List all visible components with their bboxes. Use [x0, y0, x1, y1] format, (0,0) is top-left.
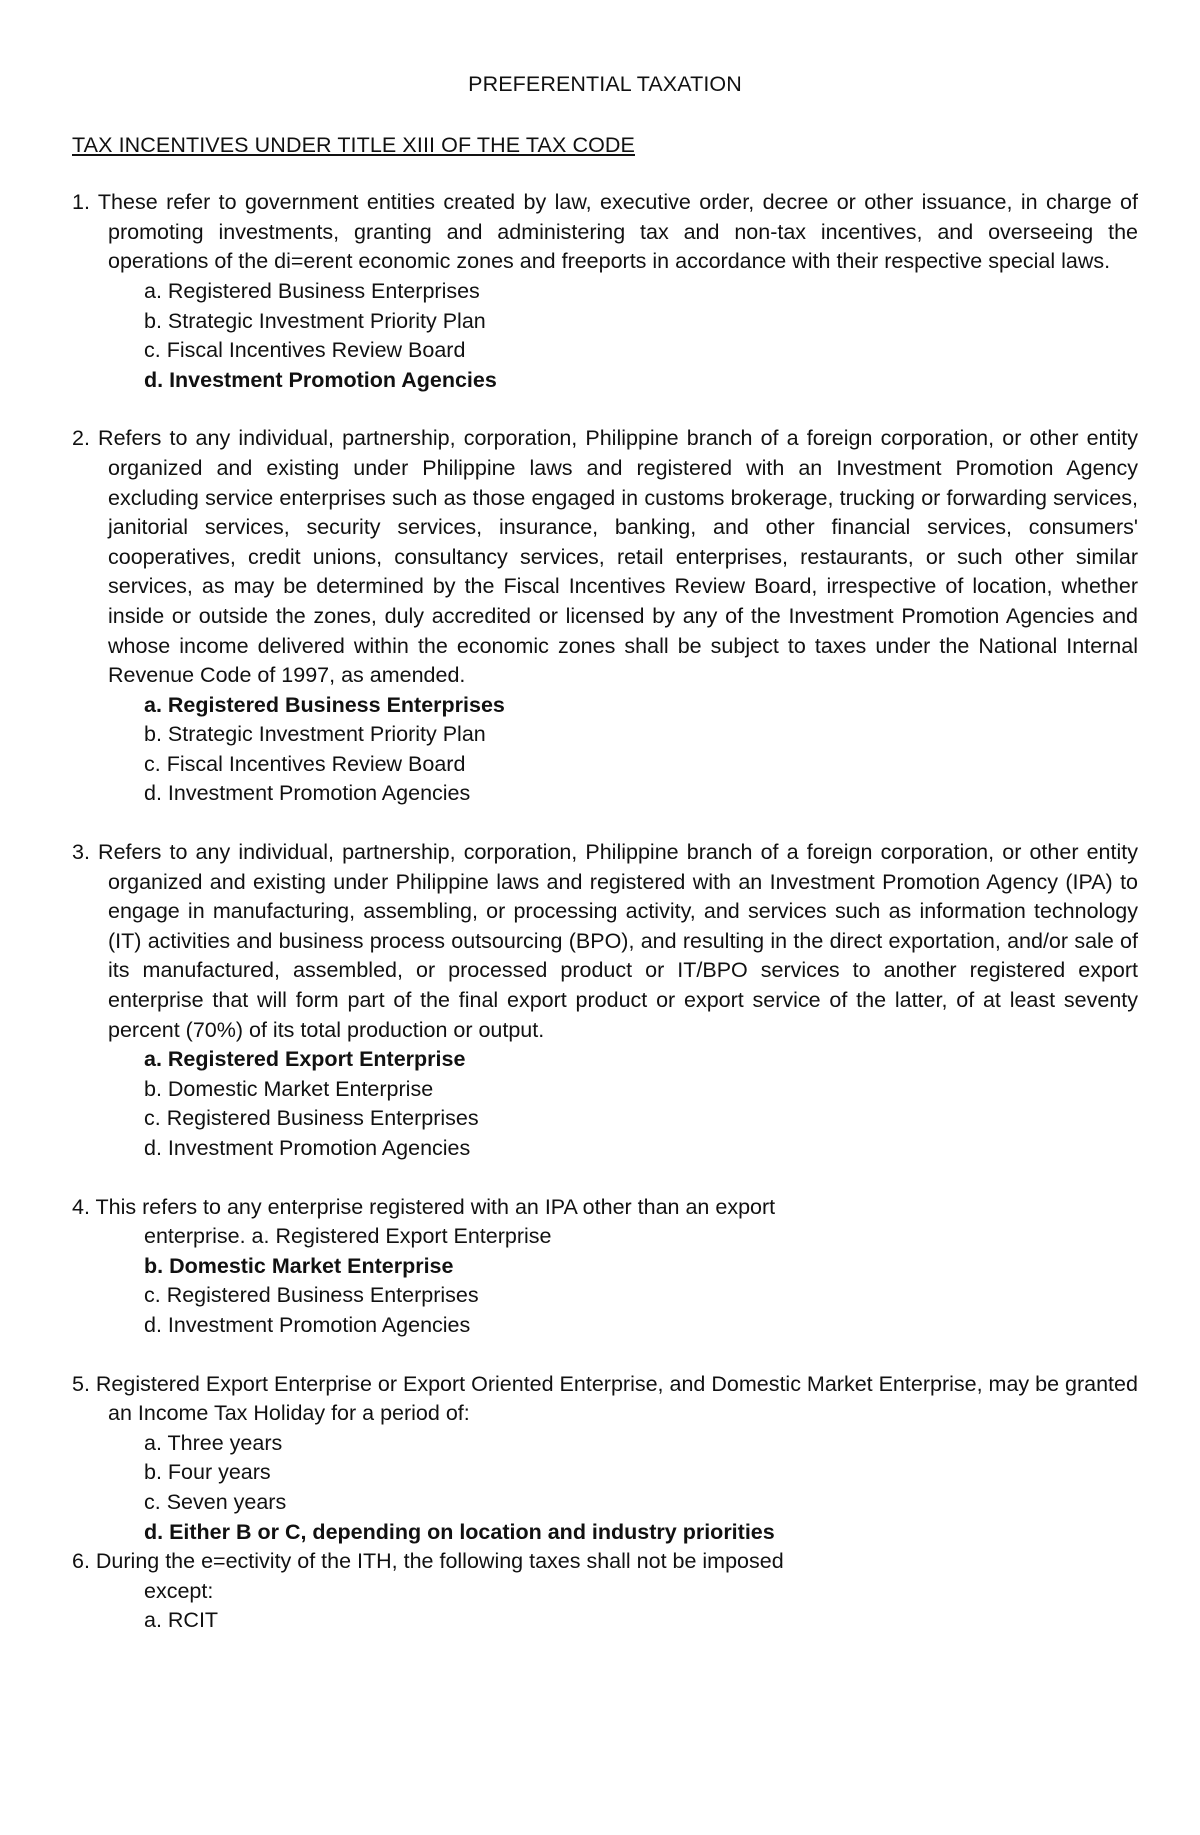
- option-a: a. Registered Business Enterprises: [144, 278, 480, 303]
- question-3-text: 3. Refers to any individual, partnership, corporation, Philippine branch of a foreign corporation, or other entity organized and existing under Philippine laws and registered with an Investment Promotion Agency (IPA) to engage in manufacturing, assembling, or processing activity, and services such as information technology (IT) activities and business process outsourcing (BPO), and resulting in the direct exportation, and/or sale of its manufactured, assembled, or processed product or IT/BPO services to another registered export enterprise that will form part of the final export product or export service of the latter, of at least seventy percent (70%) of its total production or output.: [72, 840, 1138, 1042]
- option-a: a. RCIT: [144, 1608, 219, 1633]
- question-5-text: 5. Registered Export Enterprise or Export Oriented Enterprise, and Domestic Market Enterprise, may be granted an Income Tax Holiday for a period of:: [72, 1371, 1138, 1426]
- option-c: c. Registered Business Enterprises: [144, 1283, 479, 1308]
- option-d: d. Investment Promotion Agencies: [144, 781, 471, 806]
- question-1-options: [72, 277, 1138, 395]
- question-3-options: [72, 1045, 1138, 1163]
- option-a: a. Three years: [144, 1430, 283, 1455]
- option-b: b. Strategic Investment Priority Plan: [144, 308, 486, 333]
- option-c: c. Fiscal Incentives Review Board: [144, 751, 466, 776]
- option-a: enterprise. a. Registered Export Enterprise: [144, 1224, 552, 1249]
- option-continuation: except:: [144, 1578, 214, 1603]
- question-6-options: [72, 1577, 1138, 1636]
- question-5: [72, 1370, 1138, 1548]
- section-heading: TAX INCENTIVES UNDER TITLE XIII OF THE TAX CODE: [72, 132, 635, 157]
- question-4-options: [72, 1222, 1138, 1340]
- question-6-text: 6. During the e=ectivity of the ITH, the following taxes shall not be imposed: [72, 1549, 784, 1574]
- document-page: [72, 70, 1138, 1636]
- option-a-answer: a. Registered Export Enterprise: [144, 1047, 466, 1072]
- option-b: b. Domestic Market Enterprise: [144, 1076, 434, 1101]
- question-2-text: 2. Refers to any individual, partnership, corporation, Philippine branch of a foreign corporation, or other entity organized and existing under Philippine laws and registered with an Investment Promotion Agency excluding service enterprises such as those engaged in customs brokerage, trucking or forwarding services, janitorial services, security services, insurance, banking, and other financial services, consumers' cooperatives, credit unions, consultancy services, retail enterprises, restaurants, or such other similar services, as may be determined by the Fiscal Incentives Review Board, irrespective of location, whether inside or outside the zones, duly accredited or licensed by any of the Investment Promotion Agencies and whose income delivered within the economic zones shall be subject to taxes under the National Internal Revenue Code of 1997, as amended.: [72, 426, 1138, 688]
- question-4: [72, 1193, 1138, 1341]
- option-c: c. Fiscal Incentives Review Board: [144, 338, 466, 363]
- option-b: b. Four years: [144, 1460, 271, 1485]
- option-b-answer: b. Domestic Market Enterprise: [144, 1253, 454, 1278]
- question-2-options: [72, 691, 1138, 809]
- option-b: b. Strategic Investment Priority Plan: [144, 722, 486, 747]
- option-d: d. Investment Promotion Agencies: [144, 1136, 471, 1160]
- question-3: [72, 838, 1138, 1164]
- page-title: PREFERENTIAL TAXATION: [468, 72, 742, 96]
- option-c: c. Registered Business Enterprises: [144, 1106, 479, 1131]
- question-1: [72, 188, 1138, 395]
- question-2: [72, 424, 1138, 809]
- option-c: c. Seven years: [144, 1489, 287, 1514]
- option-a-answer: a. Registered Business Enterprises: [144, 692, 505, 717]
- option-d: d. Investment Promotion Agencies: [144, 1312, 471, 1337]
- option-d-answer: d. Either B or C, depending on location and industry priorities: [144, 1519, 775, 1544]
- question-4-text: 4. This refers to any enterprise registered with an IPA other than an export: [72, 1194, 776, 1219]
- option-d-answer: d. Investment Promotion Agencies: [144, 367, 497, 392]
- question-5-options: [72, 1429, 1138, 1547]
- question-1-text: 1. These refer to government entities created by law, executive order, decree or other issuance, in charge of promoting investments, granting and administering tax and non-tax incentives, and overseeing the operations of the di=erent economic zones and freeports in accordance with their respective special laws.: [72, 190, 1138, 274]
- question-6: [72, 1547, 1138, 1636]
